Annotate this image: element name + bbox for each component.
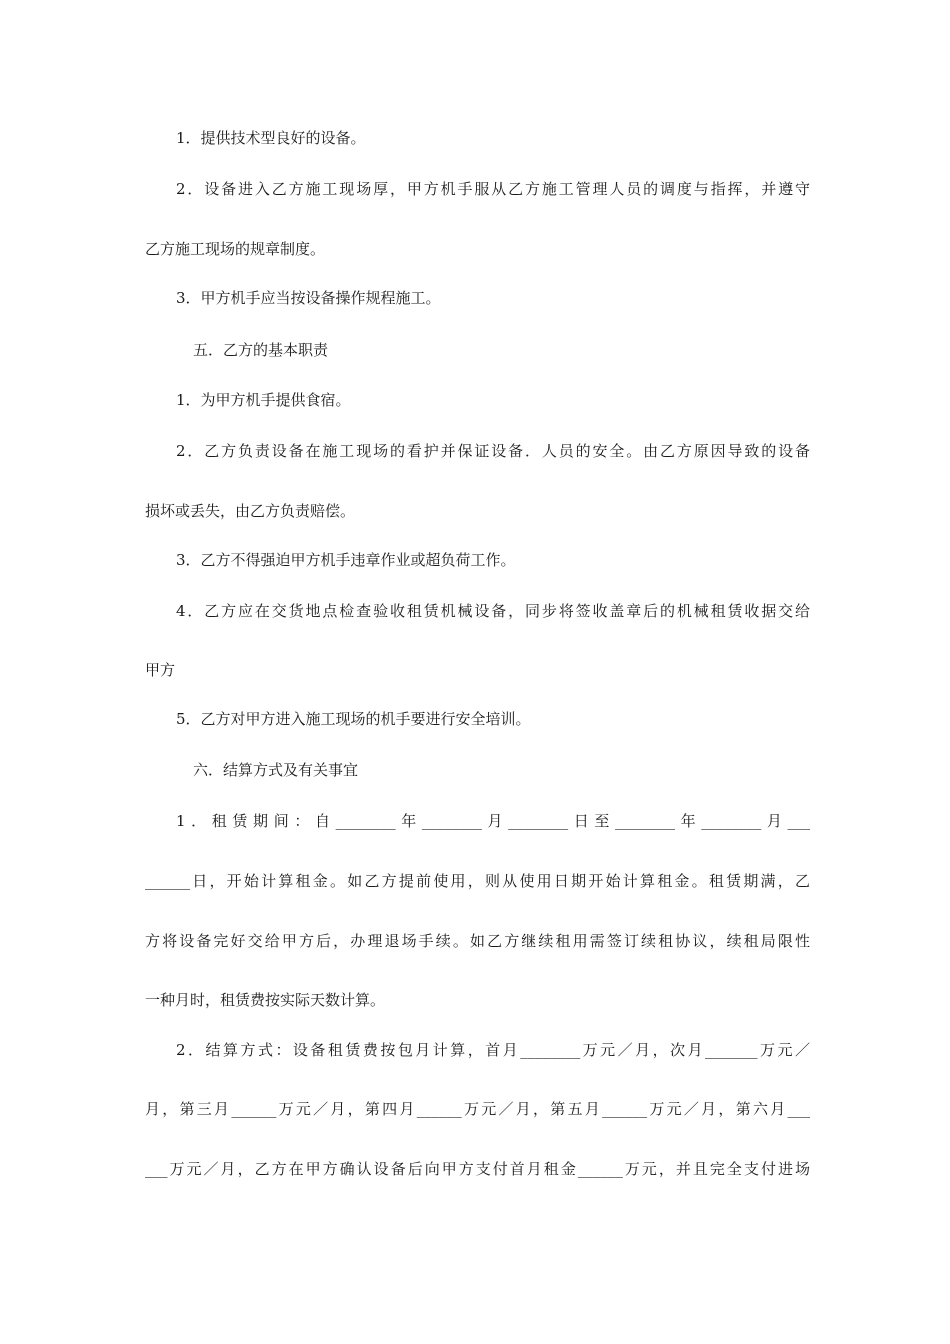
clause-b-5: 5．乙方对甲方进入施工现场的机手要进行安全培训。: [176, 710, 531, 728]
clause-a-1: 1．提供技术型良好的设备。: [176, 129, 366, 147]
clause-b-2-line1: 2．乙方负责设备在施工现场的看护并保证设备．人员的安全。由乙方原因导致的设备: [176, 442, 810, 460]
clause-c-2-line1: 2．结算方式：设备租赁费按包月计算，首月________万元／月，次月_______万元／: [176, 1041, 810, 1059]
clause-b-3: 3．乙方不得强迫甲方机手违章作业或超负荷工作。: [176, 551, 516, 569]
section-heading-5: 五．乙方的基本职责: [193, 341, 329, 359]
clause-b-1: 1．为甲方机手提供食宿。: [176, 391, 351, 409]
clause-b-4-line2: 甲方: [145, 661, 176, 679]
clause-c-2-line2: 月，第三月______万元／月，第四月______万元／月，第五月______万元／月，第六月___: [145, 1100, 810, 1118]
clause-c-2-line3: ___万元／月，乙方在甲方确认设备后向甲方支付首月租金______万元，并且完全支付进场: [145, 1160, 810, 1178]
clause-b-4-line1: 4．乙方应在交货地点检查验收租赁机械设备，同步将签收盖章后的机械租赁收据交给: [176, 602, 810, 620]
clause-a-3: 3．甲方机手应当按设备操作规程施工。: [176, 289, 441, 307]
clause-b-2-line2: 损坏或丢失，由乙方负责赔偿。: [145, 502, 356, 520]
clause-c-1-line2: ______日，开始计算租金。如乙方提前使用，则从使用日期开始计算租金。租赁期满，乙: [145, 872, 810, 890]
clause-c-1-line3: 方将设备完好交给甲方后，办理退场手续。如乙方继续租用需签订续租协议，续租局限性: [145, 932, 810, 950]
clause-a-2-line1: 2．设备进入乙方施工现场厚，甲方机手服从乙方施工管理人员的调度与指挥，并遵守: [176, 180, 810, 198]
clause-c-1-line4: 一种月时，租赁费按实际天数计算。: [145, 991, 386, 1009]
section-heading-6: 六．结算方式及有关事宜: [193, 761, 359, 779]
clause-c-1-line1: 1．租赁期间：自________年________月________日至________年________月___: [176, 812, 810, 830]
clause-a-2-line2: 乙方施工现场的规章制度。: [145, 240, 326, 258]
